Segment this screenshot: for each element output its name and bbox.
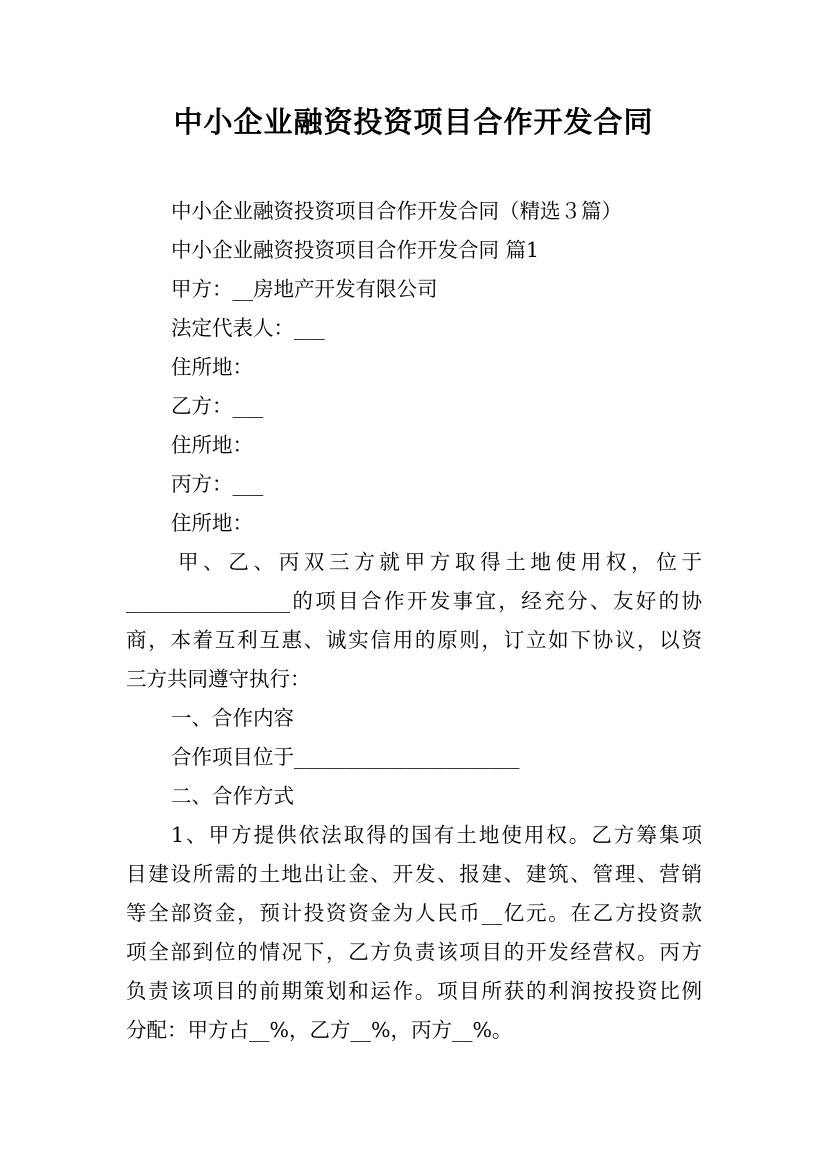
clause-line: 分配：甲方占__%，乙方__%，丙方__%。 [126,1018,513,1042]
document-title: 中小企业融资投资项目合作开发合同 [173,105,654,139]
party-b-line: 乙方：___ [171,394,264,418]
clause-line: 负责该项目的前期策划和运作。项目所获的利润按投资比例 [126,979,702,1003]
address-line-a: 住所地： [171,355,253,379]
party-c-line: 丙方：___ [171,472,264,496]
paragraph-line: 商，本着互利互惠、诚实信用的原则，订立如下协议，以资 [126,628,702,652]
clause-line: 目建设所需的土地出让金、开发、报建、建筑、管理、营销 [126,862,702,886]
party-a-line: 甲方：__房地产开发有限公司 [171,277,438,301]
legal-rep-line: 法定代表人：___ [171,316,325,340]
address-line-c: 住所地： [171,511,253,535]
paragraph-line: ________________的项目合作开发事宜，经充分、友好的协 [126,589,702,613]
clause-line: 1、甲方提供依法取得的国有土地使用权。乙方筹集项 [171,823,702,847]
subtitle-line: 中小企业融资投资项目合作开发合同（精选３篇） [171,199,622,223]
heading-cooperation-content: 一、合作内容 [171,706,294,730]
clause-line: 等全部资金，预计投资资金为人民币__亿元。在乙方投资款 [126,901,702,925]
clause-line: 项全部到位的情况下，乙方负责该项目的开发经营权。丙方 [126,940,702,964]
paragraph-line: 三方共同遵守执行： [126,667,311,691]
paragraph-line: 甲、乙、丙双三方就甲方取得土地使用权，位于 [178,550,702,574]
address-line-b: 住所地： [171,433,253,457]
section-heading: 中小企业融资投资项目合作开发合同 篇1 [171,238,540,262]
heading-cooperation-method: 二、合作方式 [171,784,294,808]
project-location-line: 合作项目位于______________________ [171,745,520,769]
